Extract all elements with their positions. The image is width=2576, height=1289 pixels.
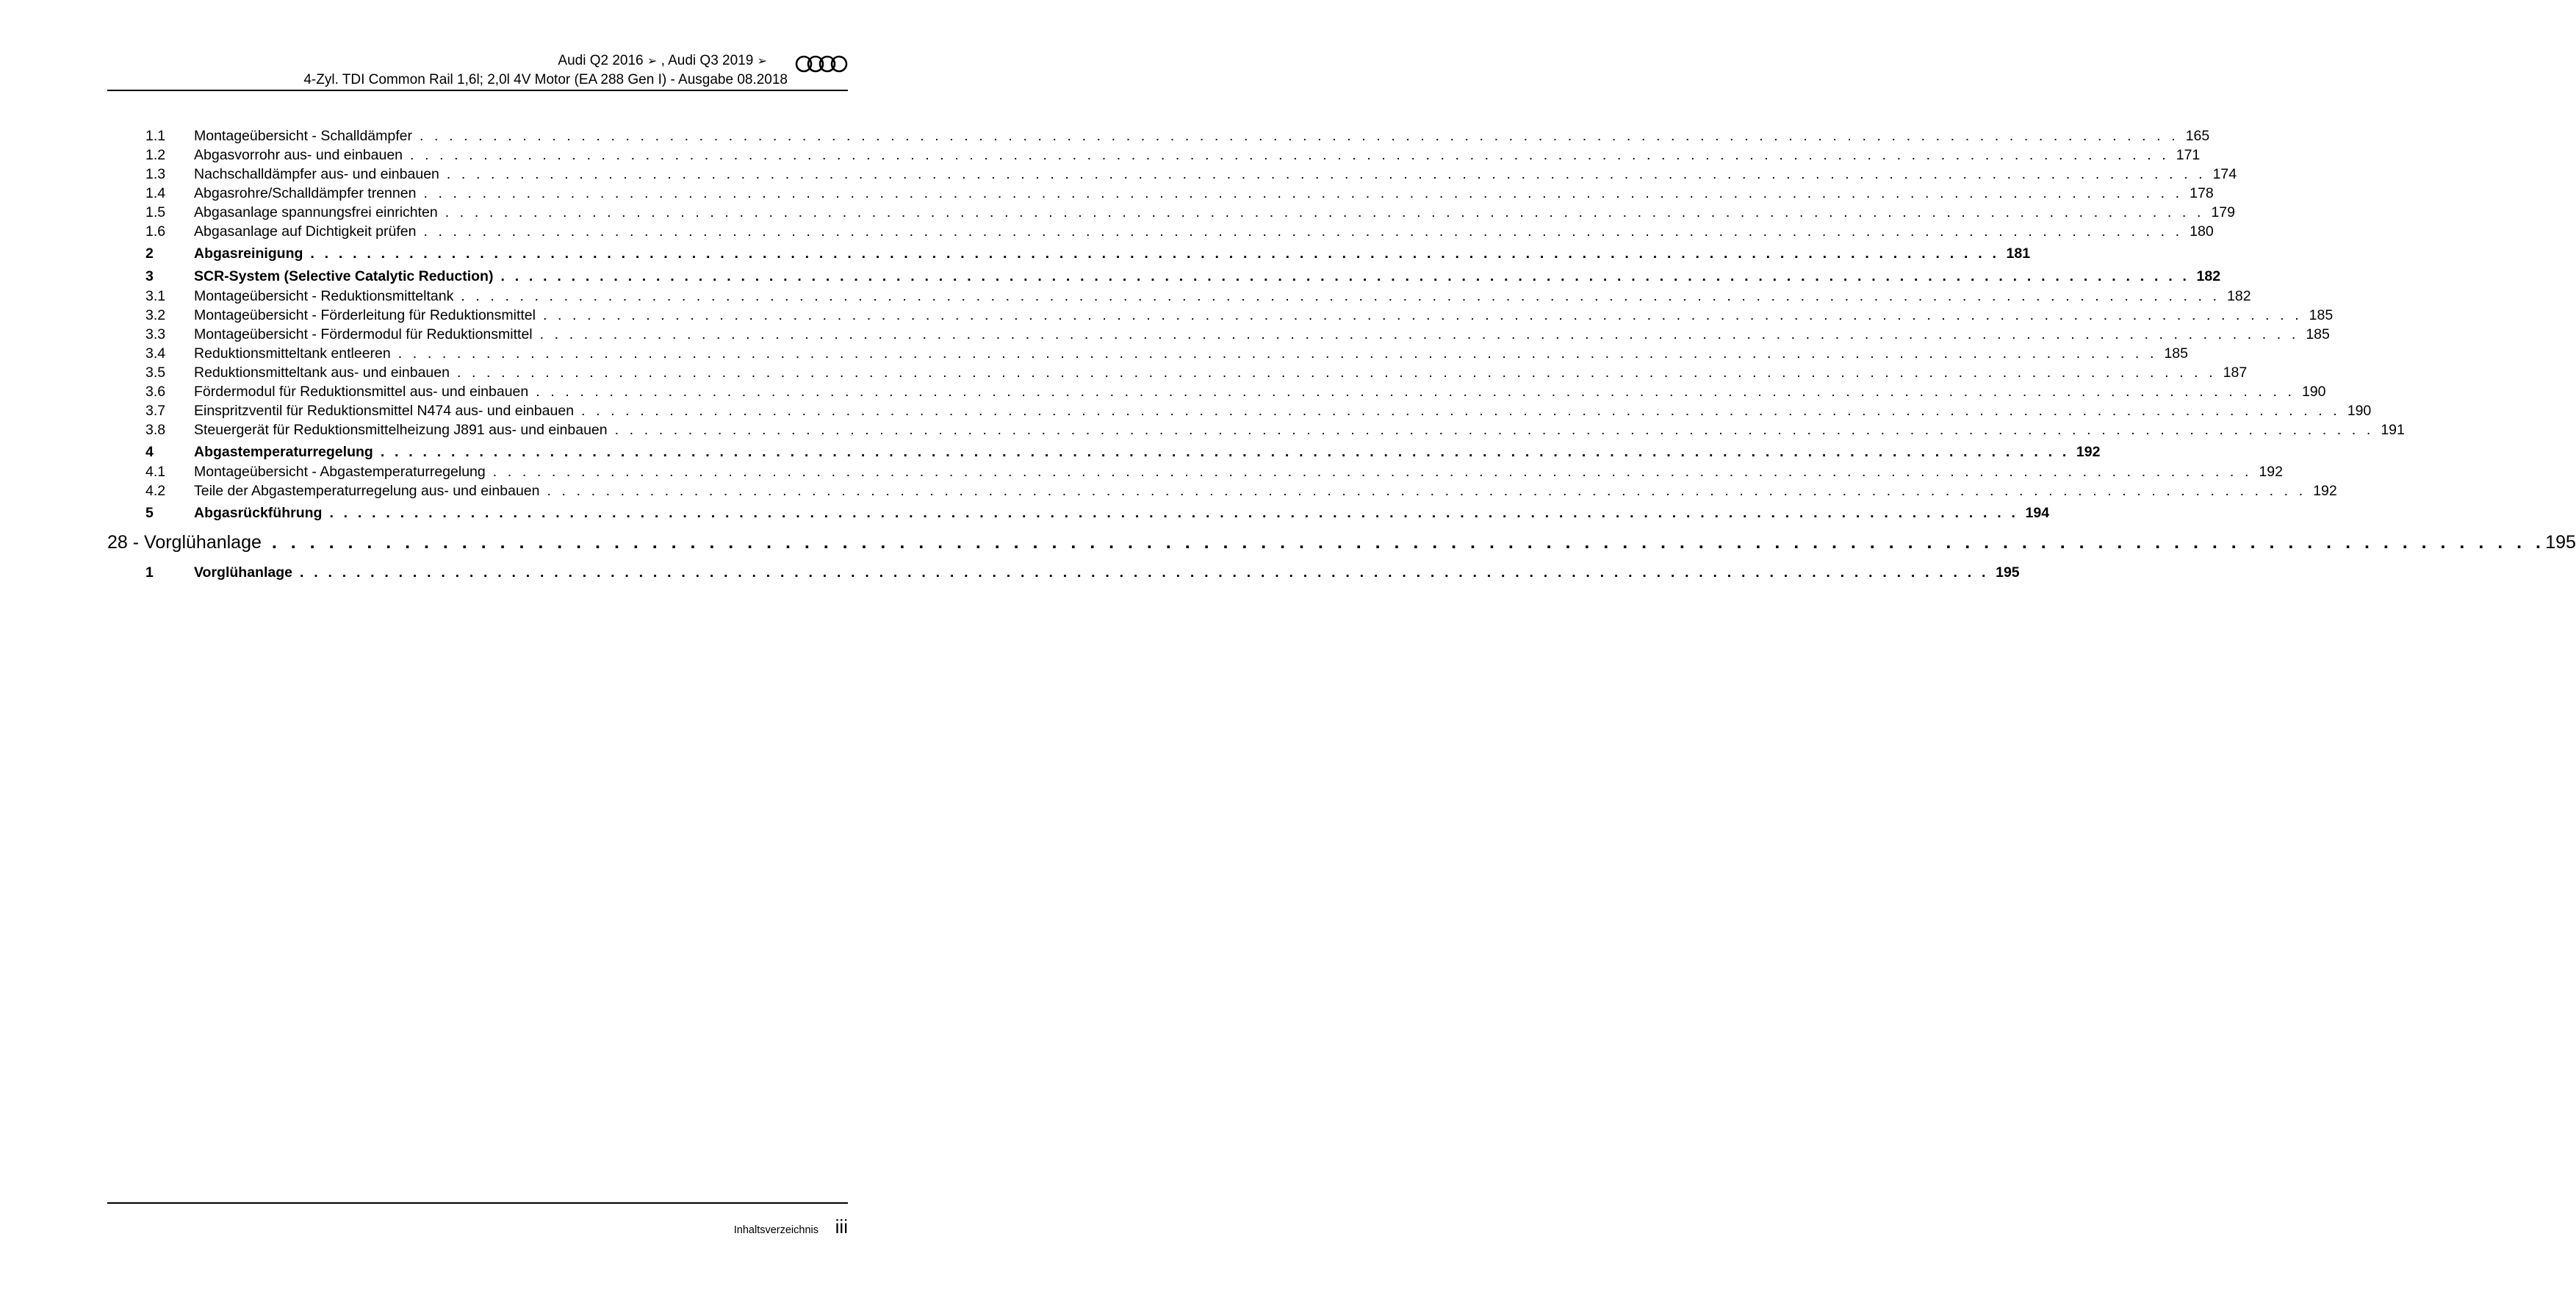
toc-entry-number: 2 (145, 245, 154, 262)
toc-entry[interactable] (107, 483, 2337, 502)
toc-leader-dots: . . . . . . . . . . . . . . . . . . . . . . . . . . . . . . . . . . . . . . . . . . . . . . . . . . . . . . . . . . . . . . . . . . . . . . . . . . . . . . . . . . . . . . . . . . . . . . . . . . . . . . . . . . . . . . . . . . . . . . . . (310, 245, 2000, 262)
toc-entry-number: 1 (145, 564, 154, 581)
toc-leader-dots: . . . . . . . . . . . . . . . . . . . . . . . . . . . . . . . . . . . . . . . . . . . . . . . . . . . . . . . . . . . . . . . . . . . . . . . . . . . . . . . . . . . . . . . . . . . . . . . . . . . . . . . . . . . . . . . . . . . . . . . . (397, 345, 2157, 362)
toc-entry-number: 1.2 (145, 147, 166, 163)
toc-leader-dots: . . . . . . . . . . . . . . . . . . . . . . . . . . . . . . . . . . . . . . . . . . . . . . . . . . . . . . . . . . . . . . . . . . . . . . . . . . . . . . . . . . . . . . . . . . . . . . . . . . . . . . . . . . . . . . . . . . . . . . . . (492, 464, 2252, 480)
toc-entry-title: Einspritzventil für Reduktionsmittel N474 aus- und einbauen (194, 403, 575, 419)
footer-page-number: iii (835, 1216, 848, 1238)
toc-leader-dots: . . . . . . . . . . . . . . . . . . . . . . . . . . . . . . . . . . . . . . . . . . . . . . . . . . . . . . . . . . . . . . . . . . . . . . . . . . . . . . . . . . . . . . . . . . . . . . . . . . . . . . . . . . . . . . . . . . . . . . . . (329, 505, 2019, 521)
toc-entry-title: Reduktionsmitteltank aus- und einbauen (194, 365, 450, 381)
toc-entry-title: Abgasanlage auf Dichtigkeit prüfen (194, 223, 417, 240)
toc-entry[interactable] (107, 223, 2214, 243)
header-model-q2: Audi Q2 2016 (558, 53, 644, 68)
toc-entry-title: Abgastemperaturregelung (194, 444, 373, 460)
footer-section-label: Inhaltsverzeichnis (733, 1224, 819, 1236)
toc-entry[interactable] (107, 403, 2372, 422)
toc-entry-number: 1.4 (145, 185, 166, 201)
toc-entry-title: Steuergerät für Reduktionsmittelheizung J891 aus- und einbauen (194, 422, 608, 438)
toc-entry-title: Montageübersicht - Abgastemperaturregelung (194, 464, 486, 480)
toc-entry-number: 4.1 (145, 464, 166, 480)
toc-entry-page: 187 (2223, 365, 2248, 381)
audi-rings-logo-icon (795, 54, 848, 73)
toc-entry-page: 179 (2211, 204, 2235, 220)
toc-entry-page: 190 (2347, 403, 2372, 419)
toc-leader-dots: . . . . . . . . . . . . . . . . . . . . . . . . . . . . . . . . . . . . . . . . . . . . . . . . . . . . . . . . . . . . . . . . . . . . . . . . . . . . . . . . . . . . . . . . . . . . . . . . . . . . . . . . . . . . . . . . . . . . . . . . (547, 483, 2306, 499)
toc-entry-page: 192 (2313, 483, 2337, 499)
toc-entry-page: 171 (2176, 147, 2201, 163)
toc-entry-page: 174 (2212, 166, 2237, 182)
toc-leader-dots: . . . . . . . . . . . . . . . . . . . . . . . . . . . . . . . . . . . . . . . . . . . . . . . . . . . . . . . . . . . . . . . . . . . . . . . . . . . . . . . . . . . . . . . . . . . . . . . . . . . . . . . . . . . . . . . . . . . . . . . . (410, 147, 2170, 163)
toc-leader-dots: . . . . . . . . . . . . . . . . . . . . . . . . . . . . . . . . . . . . . . . . . . . . . . . . . . . . . . . . . . . . . . . . . . . . . . . . . . . . . . . . . . . . . . . . . . . . . . . . . . . . . . . . . . . . . . . . . . . . . . . . (542, 307, 2303, 323)
toc-entry-number: 3.6 (145, 384, 166, 400)
toc-entry[interactable] (107, 147, 2201, 166)
toc-leader-dots: . . . . . . . . . . . . . . . . . . . . . . . . . . . . . . . . . . . . . . . . . . . . . . . . . . . . . . . . . . . . . . . . . . . . . . . . . . . . . . . . . . . . . . . . . . . . . . . . . . . . . . . . . . . . . . . . . . . . . . . . (614, 422, 2374, 438)
toc-entry[interactable] (107, 464, 2283, 483)
toc-entry-page: 178 (2190, 185, 2214, 201)
toc-entry-page: 185 (2306, 326, 2330, 342)
toc-entry-page: 185 (2309, 307, 2334, 323)
toc-entry-page: 192 (2076, 444, 2101, 460)
toc-entry-title: Fördermodul für Reduktionsmittel aus- und einbauen (194, 384, 529, 400)
toc-entry[interactable] (107, 245, 2031, 265)
toc-leader-dots: . . . . . . . . . . . . . . . . . . . . . . . . . . . . . . . . . . . . . . . . . . . . . . . . . . . . . . . . . . . . . . . . . . . . . . . . . . . . . . . . . . . . . . . . . . . . . . . . . . . . . . . . . . . . . . . . . . . . . . . . (581, 403, 2341, 419)
arrow-icon: ➢ (757, 55, 767, 68)
toc-entry[interactable] (107, 166, 2237, 185)
toc-leader-dots: . . . . . . . . . . . . . . . . . . . . . . . . . . . . . . . . . . . . . . . . . . . . . . . . . . . . . . . . . . . . . . . . . . . . . . . . . . . . . . . . . . . . . . . . . . . . . . . . . . . . . . . . . . . . . . . . . . . . . . . . (420, 128, 2179, 144)
toc-entry-title: Montageübersicht - Förderleitung für Reduktionsmittel (194, 307, 536, 323)
toc-entry[interactable] (107, 268, 2221, 288)
page-footer (107, 1202, 848, 1238)
toc-entry-page: 182 (2196, 268, 2221, 284)
toc-entry-title: Teile der Abgastemperaturregelung aus- und einbauen (194, 483, 540, 499)
toc-entry-number: 1.6 (145, 223, 166, 240)
toc-entry[interactable] (107, 307, 2334, 326)
toc-entry-title: Abgasvorrohr aus- und einbauen (194, 147, 403, 163)
toc-entry[interactable] (107, 204, 2235, 223)
toc-entry-number: 5 (145, 505, 154, 521)
toc-entry-page: 180 (2190, 223, 2214, 240)
toc-entry-page: 190 (2301, 384, 2326, 400)
toc-entry-number: 3.2 (145, 307, 166, 323)
toc-entry[interactable] (107, 564, 2020, 584)
toc-entry-number: 3.8 (145, 422, 166, 438)
toc-entry[interactable] (107, 128, 2210, 147)
toc-entry-number: 1.5 (145, 204, 166, 220)
toc-entry-page: 192 (2259, 464, 2283, 480)
toc-entry[interactable] (107, 532, 2576, 561)
header-model-line (558, 53, 767, 69)
toc-leader-dots: . . . . . . . . . . . . . . . . . . . . . . . . . . . . . . . . . . . . . . . . . . . . . . . . . . . . . . . . . . . . . . . . . . . . . . . . . . . . . . . . . . . . . . . . . . . . . . . . . . . . . . . . . . . . . . . . . . . . . . . . (445, 204, 2204, 220)
toc-entry[interactable] (107, 345, 2188, 365)
toc-entry-title: Nachschalldämpfer aus- und einbauen (194, 166, 439, 182)
toc-entry[interactable] (107, 365, 2248, 384)
toc-leader-dots: . . . . . . . . . . . . . . . . . . . . . . . . . . . . . . . . . . . . . . . . . . . . . . . . . . . . . . . . . . . . . . . . . . . . . . . . . . . . . . . . . . . . . . . . . . . . . . . . . . . . . . . . . . . . . . . . . . . . . . . . (446, 166, 2206, 182)
toc-leader-dots: . . . . . . . . . . . . . . . . . . . . . . . . . . . . . . . . . . . . . . . . . . . . . . . . . . . . . . . . . . . . . . . . . . . . . . . . . . . . . . . . . . . . . . . . . . . . . . . . . . . . . . . . . . . . . . . . . . . . . . . . (461, 288, 2220, 304)
toc-entry-title: Montageübersicht - Fördermodul für Reduktionsmittel (194, 326, 533, 342)
toc-entry-title: Montageübersicht - Schalldämpfer (194, 128, 412, 144)
toc-entry-title: 28 - Vorglühanlage (107, 532, 262, 553)
toc-entry-number: 3.1 (145, 288, 166, 304)
toc-entry-number: 3.3 (145, 326, 166, 342)
arrow-icon: ➢ (647, 55, 658, 68)
header-model-q3: , Audi Q3 2019 (661, 53, 754, 68)
toc-entry-page: 182 (2227, 288, 2251, 304)
toc-entry-number: 4.2 (145, 483, 166, 499)
toc-leader-dots: . . . . . . . . . . . . . . . . . . . . . . . . . . . . . . . . . . . . . . . . . . . . . . . . . . . . . . . . . . . . . . . . . . . . . . . . . . . . . . . . . . . . . . . . . . . . . . . . . . . . . . . . . . . . . . . . . . . . . . . . (380, 444, 2070, 460)
toc-entry-title: Abgasrückführung (194, 505, 323, 521)
toc-entry-title: Reduktionsmitteltank entleeren (194, 345, 391, 362)
toc-entry[interactable] (107, 505, 2050, 525)
toc-entry-number: 1.1 (145, 128, 166, 144)
toc-leader-dots: . . . . . . . . . . . . . . . . . . . . . . . . . . . . . . . . . . . . . . . . . . . . . . . . . . . . . . . . . . . . . . . . . . . . . . . . . . . . . . . . . . . . . . . . . . . . . . . . . . . . . . . . . . . . . . . . . . . . . . . . (500, 268, 2190, 284)
toc-leader-dots: . . . . . . . . . . . . . . . . . . . . . . . . . . . . . . . . . . . . . . . . . . . . . . . . . . . . . . . . . . . . . . . . . . . . . . . . . . . . . . . . . . . . . . . . . . . . . . . . . . . . . . . . . . . . . . . . . . . . . . . . (271, 532, 2545, 553)
toc-entry-page: 181 (2006, 245, 2031, 262)
toc-entry-number: 3 (145, 268, 154, 284)
toc-entry-page: 195 (2545, 532, 2576, 553)
toc-entry[interactable] (107, 444, 2101, 464)
toc-entry[interactable] (107, 288, 2251, 307)
toc-entry[interactable] (107, 326, 2330, 345)
toc-entry-page: 185 (2164, 345, 2188, 362)
toc-entry-title: SCR-System (Selective Catalytic Reduction) (194, 268, 494, 284)
toc-entry-title: Abgasreinigung (194, 245, 303, 262)
toc-entry-title: Vorglühanlage (194, 564, 292, 581)
toc-entry-page: 165 (2185, 128, 2210, 144)
page-header (107, 51, 848, 91)
toc-leader-dots: . . . . . . . . . . . . . . . . . . . . . . . . . . . . . . . . . . . . . . . . . . . . . . . . . . . . . . . . . . . . . . . . . . . . . . . . . . . . . . . . . . . . . . . . . . . . . . . . . . . . . . . . . . . . . . . . . . . . . . . . (423, 223, 2183, 240)
toc-entry-page: 195 (1996, 564, 2020, 581)
header-engine-line: 4-Zyl. TDI Common Rail 1,6l; 2,0l 4V Motor (EA 288 Gen I) - Ausgabe 08.2018 (303, 72, 788, 87)
table-of-contents (107, 128, 2576, 584)
toc-leader-dots: . . . . . . . . . . . . . . . . . . . . . . . . . . . . . . . . . . . . . . . . . . . . . . . . . . . . . . . . . . . . . . . . . . . . . . . . . . . . . . . . . . . . . . . . . . . . . . . . . . . . . . . . . . . . . . . . . . . . . . . . (300, 564, 1989, 581)
toc-entry-number: 1.3 (145, 166, 166, 182)
toc-entry-title: Abgasanlage spannungsfrei einrichten (194, 204, 438, 220)
toc-entry-title: Montageübersicht - Reduktionsmitteltank (194, 288, 454, 304)
toc-entry-page: 194 (2025, 505, 2050, 521)
toc-entry-number: 3.7 (145, 403, 166, 419)
toc-leader-dots: . . . . . . . . . . . . . . . . . . . . . . . . . . . . . . . . . . . . . . . . . . . . . . . . . . . . . . . . . . . . . . . . . . . . . . . . . . . . . . . . . . . . . . . . . . . . . . . . . . . . . . . . . . . . . . . . . . . . . . . . (539, 326, 2299, 342)
toc-entry-number: 3.4 (145, 345, 166, 362)
toc-leader-dots: . . . . . . . . . . . . . . . . . . . . . . . . . . . . . . . . . . . . . . . . . . . . . . . . . . . . . . . . . . . . . . . . . . . . . . . . . . . . . . . . . . . . . . . . . . . . . . . . . . . . . . . . . . . . . . . . . . . . . . . . (456, 365, 2217, 381)
toc-leader-dots: . . . . . . . . . . . . . . . . . . . . . . . . . . . . . . . . . . . . . . . . . . . . . . . . . . . . . . . . . . . . . . . . . . . . . . . . . . . . . . . . . . . . . . . . . . . . . . . . . . . . . . . . . . . . . . . . . . . . . . . . (423, 185, 2183, 201)
toc-entry-page: 191 (2381, 422, 2405, 438)
toc-entry[interactable] (107, 422, 2405, 441)
toc-leader-dots: . . . . . . . . . . . . . . . . . . . . . . . . . . . . . . . . . . . . . . . . . . . . . . . . . . . . . . . . . . . . . . . . . . . . . . . . . . . . . . . . . . . . . . . . . . . . . . . . . . . . . . . . . . . . . . . . . . . . . . . . (536, 384, 2295, 400)
toc-entry-title: Abgasrohre/Schalldämpfer trennen (194, 185, 417, 201)
toc-entry[interactable] (107, 185, 2214, 204)
toc-entry[interactable] (107, 384, 2326, 403)
toc-entry-number: 3.5 (145, 365, 166, 381)
toc-entry-number: 4 (145, 444, 154, 460)
